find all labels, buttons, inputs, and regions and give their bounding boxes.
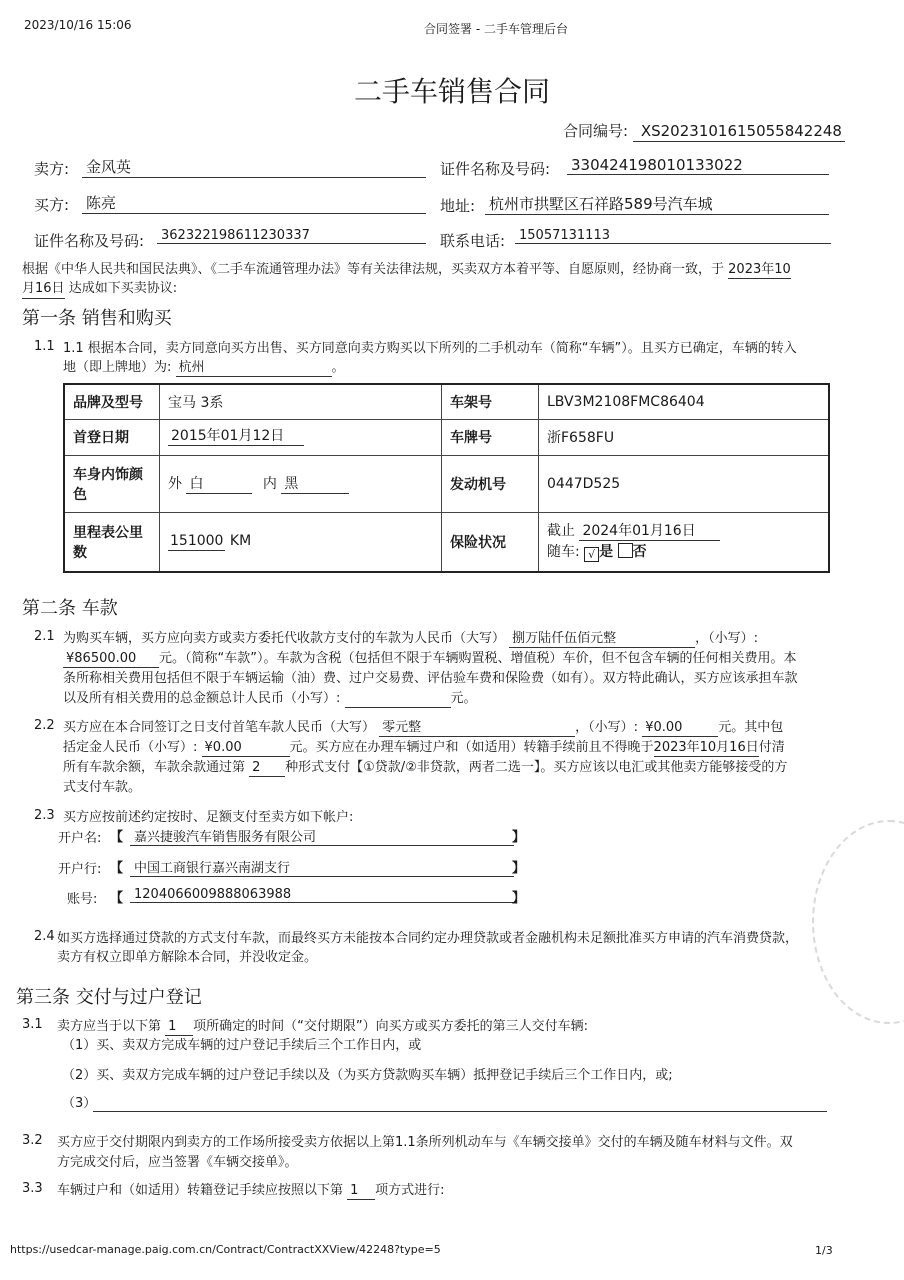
clause-3-1-text-b: 项所确定的时间（“交付期限”）向买方或买方委托的第三人交付车辆: xyxy=(193,1019,589,1034)
seller-name: 金风英 xyxy=(82,156,426,178)
print-page-number: 1/3 xyxy=(815,1244,833,1257)
print-page-title: 合同签署 - 二手车管理后台 xyxy=(424,22,568,36)
account-no-bracket-right: 】 xyxy=(512,891,526,906)
clause-2-2-number: 2.2 xyxy=(34,718,55,733)
clause-3-3-text-a: 车辆过户和（如适用）转籍登记手续应按照以下第 xyxy=(57,1183,344,1198)
brand-value: 宝马 3系 xyxy=(160,384,442,419)
vin-value: LBV3M2108FMC86404 xyxy=(539,384,830,419)
contract-no-label: 合同编号: xyxy=(563,122,629,140)
article-2-title: 第二条 车款 xyxy=(22,598,118,619)
price-in-words: 捌万陆仟伍佰元整 xyxy=(509,631,695,648)
clause-2-3-number: 2.3 xyxy=(34,808,55,823)
transfer-place: 杭州 xyxy=(176,360,332,377)
clause-2-1-line-3: 条所称相关费用包括但不限于车辆运输（油）费、过户交易费、评估验车费和保险费（如有）。双方特此确认，买方应该承担车款 xyxy=(63,671,798,686)
buyer-name: 陈亮 xyxy=(82,192,426,214)
reg-date-cell xyxy=(160,419,442,455)
checkbox-no-icon xyxy=(618,543,633,558)
clause-2-2-text-d: 括定金人民币（小写）: xyxy=(63,740,198,755)
price-in-figures: ¥86500.00 xyxy=(63,651,159,668)
clause-2-2-text-a: 买方应在本合同签订之日支付首笔车款人民币（大写） xyxy=(63,720,376,735)
insurance-cell xyxy=(539,512,830,572)
checkbox-yes-icon: √ xyxy=(584,547,599,562)
clause-2-1-number: 2.1 xyxy=(34,629,55,644)
contract-title: 二手车销售合同 xyxy=(353,75,550,108)
buyer-id: 362322198611230337 xyxy=(157,228,426,244)
intro-text-a: 根据《中华人民共和国民法典》、《二手车流通管理办法》等有关法律法规，买卖双方本着平等、自愿原则，经协商一致，于 xyxy=(22,262,725,277)
balance-due-date: 2023年10月16日 xyxy=(654,740,759,757)
clause-2-1-text-f: 元。 xyxy=(450,691,477,706)
account-name-label: 开户名: xyxy=(58,831,102,846)
seal-stamp-icon xyxy=(812,820,904,1024)
clause-2-2-text-f: 付清 xyxy=(758,740,785,755)
insurance-no: 否 xyxy=(632,543,647,560)
reg-date-label: 首登日期 xyxy=(64,419,160,455)
clause-2-1-text xyxy=(63,629,863,709)
color-cell xyxy=(160,455,442,512)
exterior-color: 白 xyxy=(186,476,252,495)
clause-2-4-number: 2.4 xyxy=(34,929,55,944)
insurance-label: 保险状况 xyxy=(442,512,539,572)
vin-label: 车架号 xyxy=(442,384,539,419)
clause-2-1-text-c: 元。（简称“车款”）。车款为含税（包括但不限于车辆购置税、增值税）车价，但不包含车辆的任何相关费用。本 xyxy=(159,651,797,666)
clause-3-3-text xyxy=(57,1181,445,1200)
insurance-until-label: 截止 xyxy=(547,522,575,539)
clause-3-1-text xyxy=(57,1017,588,1036)
first-payment-in-figures: ¥0.00 xyxy=(642,720,718,737)
insurance-until-row xyxy=(547,521,820,542)
intro-paragraph xyxy=(22,260,882,299)
intro-date-a: 2023年10 xyxy=(728,262,791,279)
clause-2-1-text-e: 以及所有相关费用的总金额总计人民币（小写）: xyxy=(63,691,341,706)
mileage-cell xyxy=(160,512,442,572)
engine-label: 发动机号 xyxy=(442,455,539,512)
clause-2-2-text-b: ，（小写）: xyxy=(575,720,639,735)
brand-label: 品牌及型号 xyxy=(64,384,160,419)
clause-2-4-line-1: 如买方选择通过贷款的方式支付车款，而最终买方未能按本合同约定办理贷款或者金融机构未足额批准买方申请的汽车消费贷款， xyxy=(57,931,799,946)
account-no-bracket-left: 【 xyxy=(110,891,124,906)
first-payment-in-words: 零元整 xyxy=(379,720,575,737)
clause-3-3-text-b: 项方式进行: xyxy=(375,1183,445,1198)
transfer-place-end: 。 xyxy=(331,360,345,375)
insurance-follow-label: 随车: xyxy=(547,543,580,560)
print-datetime: 2023/10/16 15:06 xyxy=(24,18,132,32)
clause-2-4-line-2: 卖方有权立即单方解除本合同，并没收定金。 xyxy=(57,950,318,965)
clause-1-1-line-b xyxy=(63,358,863,377)
clause-2-4-text xyxy=(57,929,857,967)
intro-date-b: 月16日 xyxy=(22,281,65,298)
interior-color: 黑 xyxy=(281,476,349,495)
clause-3-2-line-2: 方完成交付后，应当签署《车辆交接单》。 xyxy=(57,1155,298,1170)
clause-2-2-line-4: 式支付车款。 xyxy=(63,780,142,795)
clause-2-3-text: 买方应按前述约定按时、足额支付至卖方如下帐户: xyxy=(63,810,354,825)
article-1-title: 第一条 销售和购买 xyxy=(22,308,172,329)
seller-label: 卖方: xyxy=(34,160,70,178)
delivery-option-3-line xyxy=(93,1111,827,1112)
account-no: 1204066009888063988 xyxy=(130,887,514,903)
clause-2-1-line-4 xyxy=(63,689,863,709)
intro-text-b: 达成如下买卖协议: xyxy=(68,281,178,297)
account-bank-bracket-right: 】 xyxy=(512,861,526,876)
delivery-option: 1 xyxy=(165,1019,193,1036)
mileage-value: 151000 xyxy=(168,533,225,552)
interior-label: 内 xyxy=(262,475,277,492)
clause-1-1-number: 1.1 xyxy=(34,339,55,354)
transfer-option: 1 xyxy=(347,1183,375,1200)
account-bank: 中国工商银行嘉兴南湖支行 xyxy=(130,857,514,877)
account-name: 嘉兴捷骏汽车销售服务有限公司 xyxy=(130,826,514,846)
engine-value: 0447D525 xyxy=(539,455,830,512)
buyer-phone: 15057131113 xyxy=(515,228,831,244)
clause-3-1-number: 3.1 xyxy=(22,1017,43,1032)
delivery-option-1: （1）买、卖双方完成车辆的过户登记手续后三个工作日内，或 xyxy=(62,1038,422,1053)
phone-label: 联系电话: xyxy=(440,232,506,250)
insurance-follow-row xyxy=(547,542,820,563)
clause-3-2-number: 3.2 xyxy=(22,1133,43,1148)
exterior-label: 外 xyxy=(168,475,182,492)
clause-3-3-number: 3.3 xyxy=(22,1181,43,1196)
clause-3-1-text-a: 卖方应当于以下第 xyxy=(57,1019,162,1034)
deposit-amount: ¥0.00 xyxy=(202,740,290,757)
insurance-until: 2024年01月16日 xyxy=(579,523,720,542)
contract-no-row xyxy=(563,120,845,142)
clause-2-2-text xyxy=(63,718,863,798)
insurance-yes: 是 xyxy=(599,543,614,560)
delivery-option-2: （2）买、卖双方完成车辆的过户登记手续以及（为买方贷款购买车辆）抵押登记手续后三个工作日内，或; xyxy=(62,1068,673,1083)
clause-1-1-line-a: 1.1 根据本合同，卖方同意向买方出售、买方同意向卖方购买以下所列的二手机动车（简称“车辆”）。且买方已确定，车辆的转入 xyxy=(63,341,797,356)
article-3-title: 第三条 交付与过户登记 xyxy=(16,987,202,1008)
payment-method: 2 xyxy=(249,760,285,777)
delivery-option-3-label: （3） xyxy=(62,1096,97,1111)
clause-2-2-line-1 xyxy=(63,718,863,738)
plate-value: 浙F658FU xyxy=(539,419,830,455)
clause-2-1-text-a: 为购买车辆，买方应向卖方或卖方委托代收款方支付的车款为人民币（大写） xyxy=(63,631,506,646)
clause-2-2-text-e: 元。买方应在办理车辆过户和（如适用）转籍手续前且不得晚于 xyxy=(289,740,654,755)
clause-2-2-line-3 xyxy=(63,758,863,778)
reg-date-value: 2015年01月12日 xyxy=(168,428,304,447)
buyer-label: 买方: xyxy=(34,196,70,214)
account-no-label: 账号: xyxy=(67,892,98,907)
account-name-bracket-left: 【 xyxy=(110,830,124,845)
seller-id-label: 证件名称及号码: xyxy=(440,160,551,178)
mileage-label: 里程表公里数 xyxy=(64,512,160,572)
clause-1-1-text xyxy=(63,339,863,377)
clause-2-1-text-b: ，（小写）: xyxy=(695,631,759,646)
plate-label: 车牌号 xyxy=(442,419,539,455)
seller-id: 330424198010133022 xyxy=(567,156,829,175)
clause-2-2-text-g: 所有车款余额，车款余款通过第 xyxy=(63,760,246,775)
buyer-id-label: 证件名称及号码: xyxy=(34,232,145,250)
vehicle-info-table xyxy=(63,383,830,573)
color-label: 车身内饰颜色 xyxy=(64,455,160,512)
account-bank-bracket-left: 【 xyxy=(110,861,124,876)
contract-no: XS2023101615055842248 xyxy=(633,122,845,142)
clause-2-2-line-2 xyxy=(63,738,863,758)
clause-2-2-text-h: 种形式支付【①贷款/②非贷款，两者二选一】。买方应该以电汇或其他卖方能够接受的方 xyxy=(285,760,788,775)
clause-2-1-line-2 xyxy=(63,649,863,669)
clause-3-2-line-1: 买方应于交付期限内到卖方的工作场所接受卖方依据以上第1.1条所列机动车与《车辆交接单》交付的车辆及随车材料与文件。双 xyxy=(57,1135,793,1150)
transfer-place-label: 地（即上牌地）为: xyxy=(63,360,172,375)
print-url: https://usedcar-manage.paig.com.cn/Contract/ContractXXView/42248?type=5 xyxy=(10,1243,441,1256)
address-label: 地址: xyxy=(440,197,476,215)
clause-3-2-text xyxy=(57,1133,857,1173)
clause-2-1-line-1 xyxy=(63,629,863,649)
account-name-bracket-right: 】 xyxy=(512,830,526,845)
buyer-address: 杭州市拱墅区石祥路589号汽车城 xyxy=(485,193,829,215)
clause-2-2-text-c: 元。其中包 xyxy=(718,720,784,735)
account-bank-label: 开户行: xyxy=(58,862,102,877)
total-amount-blank xyxy=(345,691,451,708)
mileage-unit: KM xyxy=(229,532,252,549)
